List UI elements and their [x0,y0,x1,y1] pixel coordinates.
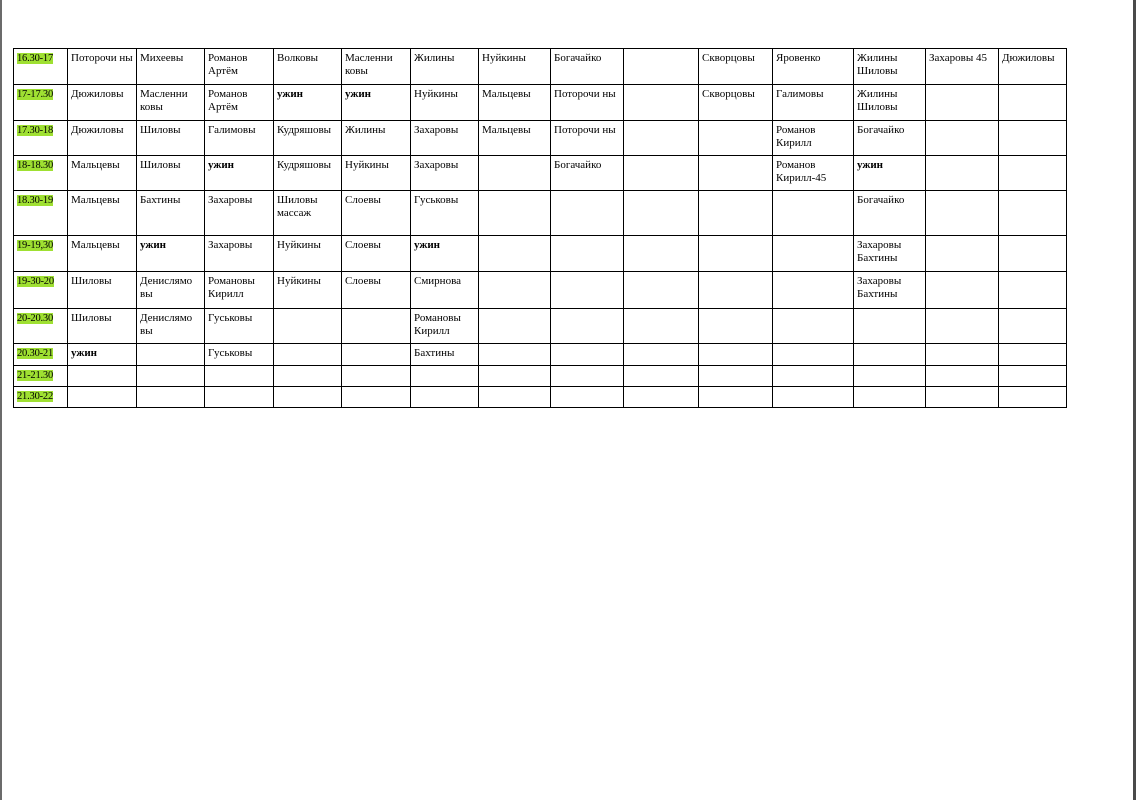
schedule-cell: Нуйкины [342,156,411,191]
schedule-cell: Дюжиловы [999,49,1067,85]
schedule-cell [137,366,205,387]
schedule-cell: Кудряшовы [274,156,342,191]
schedule-cell [624,191,699,236]
schedule-cell: Захаровы [411,156,479,191]
schedule-cell: Поторочи ны [551,85,624,121]
time-slot-cell [14,191,68,236]
schedule-cell [624,236,699,272]
schedule-cell [699,121,773,156]
schedule-cell: ужин [342,85,411,121]
schedule-cell [699,236,773,272]
schedule-cell: ужин [205,156,274,191]
table-row [14,156,1067,191]
schedule-cell: Поторочи ны [551,121,624,156]
schedule-cell [624,49,699,85]
schedule-cell: Скворцовы [699,49,773,85]
time-slot-cell [14,272,68,309]
schedule-cell [926,156,999,191]
time-slot-cell [14,366,68,387]
schedule-cell: Шиловы [137,156,205,191]
schedule-cell: Нуйкины [411,85,479,121]
schedule-cell [479,156,551,191]
schedule-cell: Галимовы [205,121,274,156]
schedule-cell [999,121,1067,156]
table-row [14,387,1067,408]
schedule-table [13,48,1067,408]
schedule-cell [274,309,342,344]
schedule-cell [926,366,999,387]
schedule-cell [926,344,999,366]
schedule-cell [999,309,1067,344]
time-slot-label: 17-17.30 [17,89,54,100]
schedule-cell: ужин [274,85,342,121]
schedule-cell [926,85,999,121]
schedule-cell [773,344,854,366]
schedule-cell: Гуськовы [205,344,274,366]
schedule-cell [854,387,926,408]
schedule-cell: Романовы Кирилл [411,309,479,344]
schedule-cell: Галимовы [773,85,854,121]
schedule-cell [479,191,551,236]
schedule-cell [773,236,854,272]
schedule-cell [999,191,1067,236]
schedule-cell [926,387,999,408]
table-row [14,272,1067,309]
schedule-cell: Мальцевы [68,236,137,272]
schedule-cell: Нуйкины [274,272,342,309]
table-row [14,366,1067,387]
schedule-cell: Романовы Кирилл [205,272,274,309]
time-slot-cell [14,309,68,344]
schedule-cell: Гуськовы [411,191,479,236]
schedule-cell [624,309,699,344]
schedule-cell: Шиловы массаж [274,191,342,236]
schedule-cell: Масленни ковы [342,49,411,85]
time-slot-label: 17.30-18 [17,125,54,136]
schedule-cell: Жилины [342,121,411,156]
schedule-cell: Богачайко [551,49,624,85]
schedule-cell: Денислямо вы [137,272,205,309]
schedule-cell: Романов Кирилл-45 [773,156,854,191]
schedule-cell: Кудряшовы [274,121,342,156]
schedule-cell: Поторочи ны [68,49,137,85]
schedule-cell: Масленни ковы [137,85,205,121]
schedule-cell [137,387,205,408]
schedule-cell: Мальцевы [479,85,551,121]
schedule-cell [699,156,773,191]
schedule-cell [926,121,999,156]
schedule-cell [926,309,999,344]
schedule-cell [699,272,773,309]
schedule-cell [773,191,854,236]
schedule-cell: Захаровы [411,121,479,156]
schedule-cell: Богачайко [551,156,624,191]
schedule-cell [624,121,699,156]
schedule-cell [274,387,342,408]
schedule-cell: Дюжиловы [68,121,137,156]
time-slot-label: 20-20.30 [17,313,54,324]
schedule-cell [624,387,699,408]
schedule-cell: Нуйкины [274,236,342,272]
schedule-cell: Шиловы [68,272,137,309]
schedule-cell [926,272,999,309]
schedule-cell [999,366,1067,387]
schedule-cell: Михеевы [137,49,205,85]
schedule-cell [926,191,999,236]
schedule-cell [999,272,1067,309]
schedule-cell [342,309,411,344]
schedule-cell [411,366,479,387]
time-slot-label: 21-21.30 [17,370,54,381]
schedule-cell [999,236,1067,272]
table-row [14,191,1067,236]
schedule-cell: Жилины Шиловы [854,49,926,85]
schedule-cell [699,344,773,366]
schedule-cell [68,387,137,408]
schedule-cell [999,387,1067,408]
time-slot-cell [14,387,68,408]
schedule-cell [342,366,411,387]
schedule-cell: Захаровы Бахтины [854,272,926,309]
schedule-cell [624,85,699,121]
schedule-cell [479,366,551,387]
page-left-edge [0,0,2,800]
schedule-cell: Романов Кирилл [773,121,854,156]
schedule-cell [479,387,551,408]
schedule-cell [999,85,1067,121]
schedule-cell: Дюжиловы [68,85,137,121]
time-slot-label: 20.30-21 [17,348,54,359]
schedule-cell [411,387,479,408]
table-row [14,121,1067,156]
schedule-cell [926,236,999,272]
schedule-cell [551,344,624,366]
schedule-cell [624,344,699,366]
schedule-cell [137,344,205,366]
time-slot-cell [14,344,68,366]
time-slot-cell [14,236,68,272]
schedule-cell [479,309,551,344]
schedule-cell [624,156,699,191]
time-slot-cell [14,85,68,121]
schedule-cell: Гуськовы [205,309,274,344]
schedule-cell: Мальцевы [68,191,137,236]
time-slot-label: 19-19,30 [17,240,54,251]
schedule-cell [699,309,773,344]
schedule-cell [999,156,1067,191]
schedule-cell [854,344,926,366]
schedule-cell: Слоевы [342,272,411,309]
schedule-cell [999,344,1067,366]
schedule-cell [773,309,854,344]
schedule-cell [551,309,624,344]
schedule-cell: ужин [411,236,479,272]
schedule-cell [854,309,926,344]
time-slot-cell [14,121,68,156]
schedule-cell [551,272,624,309]
schedule-cell [854,366,926,387]
schedule-cell [699,387,773,408]
schedule-cell [551,366,624,387]
schedule-cell [68,366,137,387]
table-row [14,85,1067,121]
table-row [14,49,1067,85]
schedule-cell [205,366,274,387]
time-slot-cell [14,49,68,85]
schedule-cell [342,387,411,408]
schedule-cell: Жилины Шиловы [854,85,926,121]
schedule-cell: Шиловы [68,309,137,344]
schedule-cell [551,191,624,236]
time-slot-label: 18-18.30 [17,160,54,171]
schedule-cell [624,366,699,387]
schedule-cell [274,344,342,366]
time-slot-label: 18.30-19 [17,195,54,206]
schedule-cell: Захаровы [205,236,274,272]
table-row [14,236,1067,272]
schedule-cell [274,366,342,387]
schedule-cell: ужин [68,344,137,366]
schedule-cell: Захаровы [205,191,274,236]
schedule-cell [479,236,551,272]
schedule-cell [479,272,551,309]
table-row [14,309,1067,344]
time-slot-label: 21.30-22 [17,391,54,402]
schedule-cell: Жилины [411,49,479,85]
schedule-cell [773,272,854,309]
schedule-cell: Богачайко [854,191,926,236]
schedule-cell: Захаровы Бахтины [854,236,926,272]
time-slot-label: 16.30-17 [17,53,54,64]
schedule-cell: Романов Артём [205,85,274,121]
schedule-cell: Слоевы [342,236,411,272]
schedule-cell [773,387,854,408]
schedule-cell [551,387,624,408]
schedule-cell: ужин [854,156,926,191]
schedule-cell: Шиловы [137,121,205,156]
schedule-cell [205,387,274,408]
schedule-cell: Захаровы 45 [926,49,999,85]
schedule-cell [699,366,773,387]
schedule-cell: ужин [137,236,205,272]
schedule-cell [479,344,551,366]
schedule-cell [624,272,699,309]
time-slot-label: 19-30-20 [17,276,54,287]
schedule-cell: Бахтины [411,344,479,366]
schedule-cell: Слоевы [342,191,411,236]
schedule-cell [342,344,411,366]
schedule-cell [773,366,854,387]
schedule-cell [551,236,624,272]
schedule-cell: Смирнова [411,272,479,309]
time-slot-cell [14,156,68,191]
schedule-cell: Бахтины [137,191,205,236]
schedule-cell: Яровенко [773,49,854,85]
schedule-body [14,49,1067,408]
schedule-cell: Мальцевы [479,121,551,156]
schedule-cell: Мальцевы [68,156,137,191]
schedule-cell: Романов Артём [205,49,274,85]
schedule-cell: Волковы [274,49,342,85]
schedule-cell: Богачайко [854,121,926,156]
table-row [14,344,1067,366]
schedule-cell [699,191,773,236]
schedule-cell: Скворцовы [699,85,773,121]
schedule-cell: Нуйкины [479,49,551,85]
schedule-cell: Денислямо вы [137,309,205,344]
